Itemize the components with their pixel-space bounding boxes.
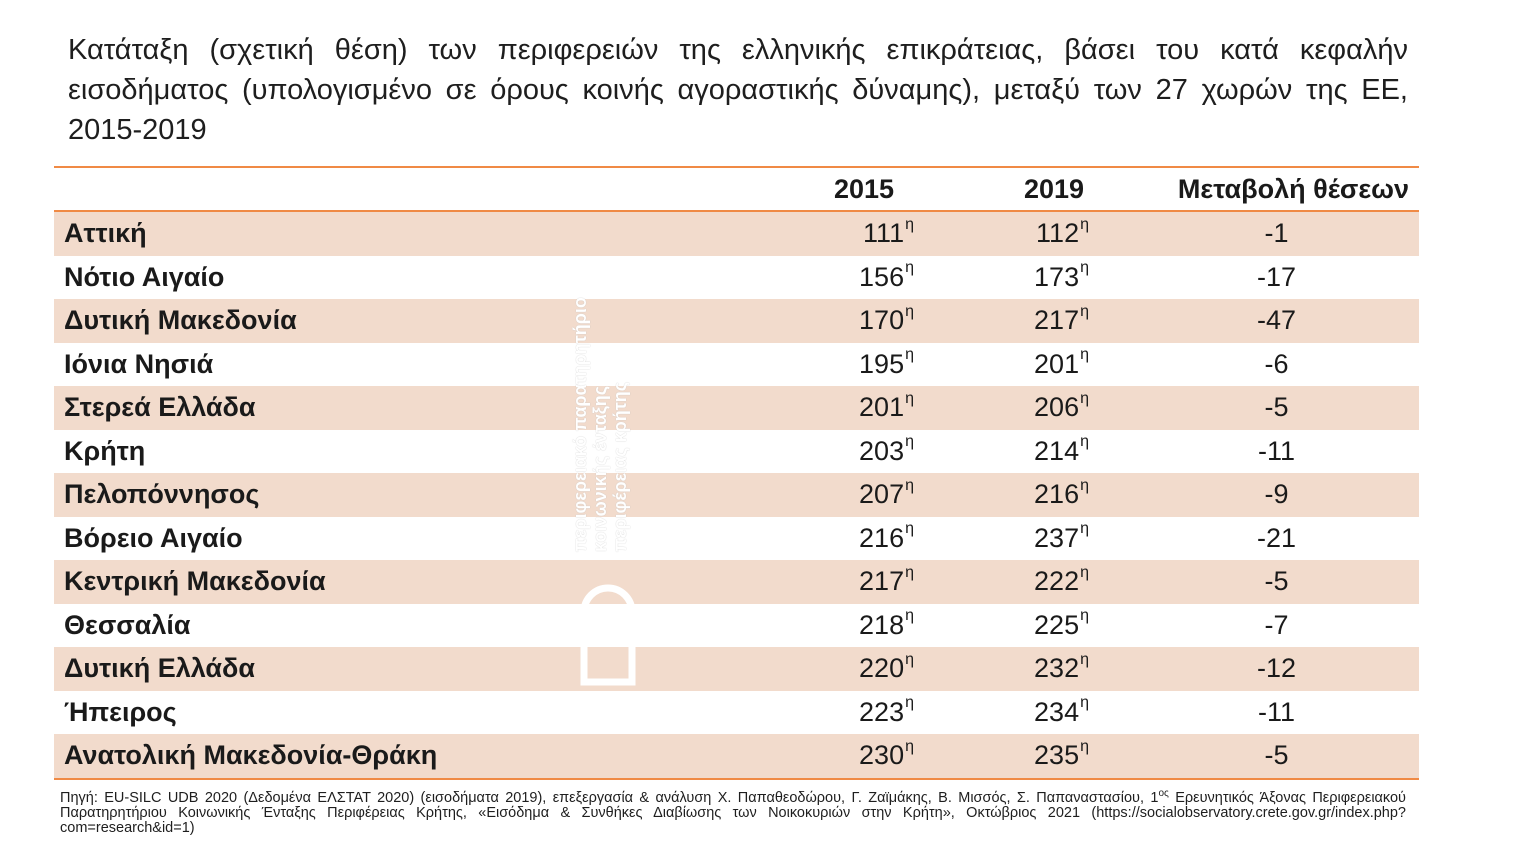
table-row (54, 691, 1419, 735)
rank-2019-value: 235 (1034, 740, 1080, 771)
rank-change-value: -47 (1256, 305, 1297, 336)
table-header-row (54, 168, 1419, 210)
ordinal-suffix: η (1080, 259, 1089, 277)
rank-2019-value: 216 (1034, 479, 1080, 510)
rank-change (1214, 517, 1339, 561)
region-name (64, 343, 213, 387)
ordinal-suffix: η (905, 302, 914, 320)
source-text-1: Πηγή: EU-SILC UDB 2020 (Δεδομένα ΕΛΣΤΑΤ 2020) (εισοδήματα 2019), επεξεργασία & ανάλυση Χ. Παπαθεοδώρου, Γ. Ζαϊμάκης, Β. Μισσός, Σ. Παπαναστασίου, 1 (60, 789, 1159, 806)
rank-change-value: -9 (1264, 479, 1289, 510)
rank-change-value: -11 (1257, 696, 1296, 727)
rank-change (1214, 430, 1339, 474)
ordinal-suffix: η (1080, 520, 1089, 538)
region-name (64, 473, 259, 517)
rank-2015-value: 230 (859, 740, 905, 771)
rank-change (1214, 256, 1339, 300)
table-row (54, 343, 1419, 387)
rank-2019 (989, 256, 1089, 300)
region-name-value: Ιόνια Νησιά (64, 348, 214, 379)
rank-2019 (989, 386, 1089, 430)
ordinal-suffix: η (905, 694, 914, 712)
ordinal-suffix: η (1080, 389, 1089, 407)
rank-2019-value: 201 (1034, 348, 1080, 379)
rank-change-value: -5 (1264, 566, 1289, 597)
ordinal-suffix: η (1080, 215, 1089, 233)
ordinal-suffix: η (905, 346, 914, 364)
watermark-line-3: περιφέρειας κρήτης (610, 381, 630, 552)
region-name-value: Ήπειρος (64, 696, 177, 727)
region-name (64, 386, 256, 430)
ordinal-suffix: η (905, 433, 914, 451)
rank-change (1214, 343, 1339, 387)
ordinal-suffix: η (1080, 607, 1089, 625)
table-row (54, 256, 1419, 300)
table-row (54, 604, 1419, 648)
rank-2015-value: 218 (859, 609, 905, 640)
region-name-value: Βόρειο Αιγαίο (64, 522, 243, 553)
ordinal-suffix: η (1080, 476, 1089, 494)
rank-2019 (989, 517, 1089, 561)
rank-2019 (989, 734, 1089, 778)
ordinal-suffix: η (1080, 346, 1089, 364)
rank-change-value: -1 (1264, 218, 1289, 249)
region-name (64, 560, 326, 604)
watermark-line-1: περιφερειακό παρατηρητήριο (570, 297, 590, 552)
rank-2015 (814, 604, 914, 648)
region-name (64, 299, 297, 343)
region-name-value: Νότιο Αιγαίο (64, 261, 225, 292)
region-name-value: Κεντρική Μακεδονία (64, 566, 326, 597)
region-name-value: Ανατολική Μακεδονία-Θράκη (64, 740, 438, 771)
ordinal-suffix: η (905, 607, 914, 625)
rank-2019-value: 234 (1034, 696, 1080, 727)
region-name-value: Αττική (64, 218, 147, 249)
table-body (54, 212, 1419, 778)
rank-2015-value: 223 (859, 696, 905, 727)
ordinal-suffix: η (1080, 650, 1089, 668)
ordinal-suffix: η (905, 563, 914, 581)
source-sup: ος (1158, 788, 1169, 799)
ordinal-suffix: η (1080, 694, 1089, 712)
table-row (54, 647, 1419, 691)
rank-2019 (989, 560, 1089, 604)
rank-2015-value: 170 (859, 305, 905, 336)
rank-change (1214, 691, 1339, 735)
rank-2015 (814, 299, 914, 343)
rank-change-value: -6 (1264, 348, 1289, 379)
header-2019: 2019 (1023, 173, 1085, 204)
rank-2019-value: 217 (1034, 305, 1080, 336)
rank-2015-value: 201 (859, 392, 905, 423)
region-name-value: Θεσσαλία (64, 609, 191, 640)
watermark-line-2: κοινωνικής ένταξης (590, 385, 610, 552)
rank-change-value: -5 (1264, 740, 1289, 771)
rank-2015 (814, 386, 914, 430)
table-row (54, 212, 1419, 256)
rank-2019 (989, 430, 1089, 474)
rank-2015 (814, 691, 914, 735)
rank-2019 (989, 343, 1089, 387)
rank-2015 (814, 430, 914, 474)
rank-change-value: -5 (1264, 392, 1289, 423)
ordinal-suffix: η (1080, 433, 1089, 451)
rank-2019-value: 222 (1034, 566, 1080, 597)
ordinal-suffix: η (1080, 302, 1089, 320)
rank-2015-value: 111 (863, 218, 905, 249)
table-row (54, 473, 1419, 517)
source-note (60, 786, 1406, 836)
region-name-value: Στερεά Ελλάδα (64, 392, 256, 423)
region-name (64, 647, 255, 691)
rank-2015 (814, 734, 914, 778)
rank-2019-value: 225 (1034, 609, 1080, 640)
ordinal-suffix: η (1080, 563, 1089, 581)
rank-2019 (989, 212, 1089, 256)
rank-2015-value: 156 (859, 261, 905, 292)
rank-change-value: -12 (1256, 653, 1297, 684)
rank-change (1214, 212, 1339, 256)
region-name (64, 604, 190, 648)
rank-2019 (989, 299, 1089, 343)
rank-2019-value: 173 (1034, 261, 1080, 292)
region-name (64, 734, 437, 778)
rank-2015 (814, 560, 914, 604)
rank-change (1214, 560, 1339, 604)
region-name-value: Δυτική Ελλάδα (64, 653, 256, 684)
table-row (54, 560, 1419, 604)
rank-2019-value: 112 (1036, 218, 1080, 249)
rank-change-value: -17 (1256, 261, 1297, 292)
rank-change-value: -7 (1264, 609, 1289, 640)
region-name (64, 691, 177, 735)
table-row (54, 734, 1419, 778)
rank-2015-value: 216 (859, 522, 905, 553)
rank-change (1214, 386, 1339, 430)
rank-change (1214, 473, 1339, 517)
rank-2015-value: 220 (859, 653, 905, 684)
table-row (54, 299, 1419, 343)
region-name (64, 212, 147, 256)
rank-2015 (814, 517, 914, 561)
rank-2019 (989, 647, 1089, 691)
table-bottom-rule (54, 778, 1419, 780)
rank-2015 (814, 473, 914, 517)
rank-2015-value: 217 (859, 566, 905, 597)
rank-2015-value: 207 (859, 479, 905, 510)
rank-2019 (989, 604, 1089, 648)
rank-2015-value: 195 (859, 348, 905, 379)
ranking-table (54, 166, 1419, 780)
table-row (54, 430, 1419, 474)
ordinal-suffix: η (1080, 737, 1089, 755)
rank-2019-value: 214 (1034, 435, 1080, 466)
region-name (64, 256, 224, 300)
page-title: Κατάταξη (σχετική θέση) των περιφερειών της ελληνικής επικράτειας, βάσει του κατά κεφαλήν εισοδήματος (υπολογισμένο σε όρους κοινής αγοραστικής δύναμης), μεταξύ των 27 χωρών της ΕΕ, 2015-2019 (68, 34, 1408, 146)
rank-2015 (814, 212, 914, 256)
ordinal-suffix: η (905, 259, 914, 277)
rank-2015 (814, 256, 914, 300)
rank-2019-value: 237 (1034, 522, 1080, 553)
ordinal-suffix: η (905, 650, 914, 668)
rank-2019-value: 232 (1034, 653, 1080, 684)
ordinal-suffix: η (905, 215, 914, 233)
region-name-value: Πελοπόννησος (64, 479, 260, 510)
rank-2015 (814, 647, 914, 691)
ordinal-suffix: η (905, 737, 914, 755)
header-change: Μεταβολή θέσεων (1177, 173, 1409, 204)
rank-2019 (989, 473, 1089, 517)
header-2015: 2015 (833, 173, 895, 204)
rank-change (1214, 734, 1339, 778)
region-name (64, 517, 243, 561)
ordinal-suffix: η (905, 520, 914, 538)
region-name (64, 430, 145, 474)
table-row (54, 386, 1419, 430)
ordinal-suffix: η (905, 389, 914, 407)
source-text-2: Ερευνητικός Άξονας Περιφερειακού Παρατηρητήριου Κοινωνικής Ένταξης Περιφέρειας Κρήτης, «Εισόδημα & Συνθήκες Διαβίωσης των Νοικοκυριών στην Κρήτη», Οκτώβριος 2021 (https://socialobservatory.crete.gov.gr/index.php?com=research&id=1) (60, 789, 1406, 836)
ordinal-suffix: η (905, 476, 914, 494)
rank-2015-value: 203 (859, 435, 905, 466)
rank-change-value: -11 (1257, 435, 1296, 466)
rank-change (1214, 299, 1339, 343)
region-name-value: Κρήτη (64, 435, 146, 466)
rank-2019-value: 206 (1034, 392, 1080, 423)
region-name-value: Δυτική Μακεδονία (64, 305, 297, 336)
rank-change (1214, 647, 1339, 691)
rank-change (1214, 604, 1339, 648)
table-row (54, 517, 1419, 561)
rank-2015 (814, 343, 914, 387)
rank-2019 (989, 691, 1089, 735)
rank-change-value: -21 (1256, 522, 1297, 553)
